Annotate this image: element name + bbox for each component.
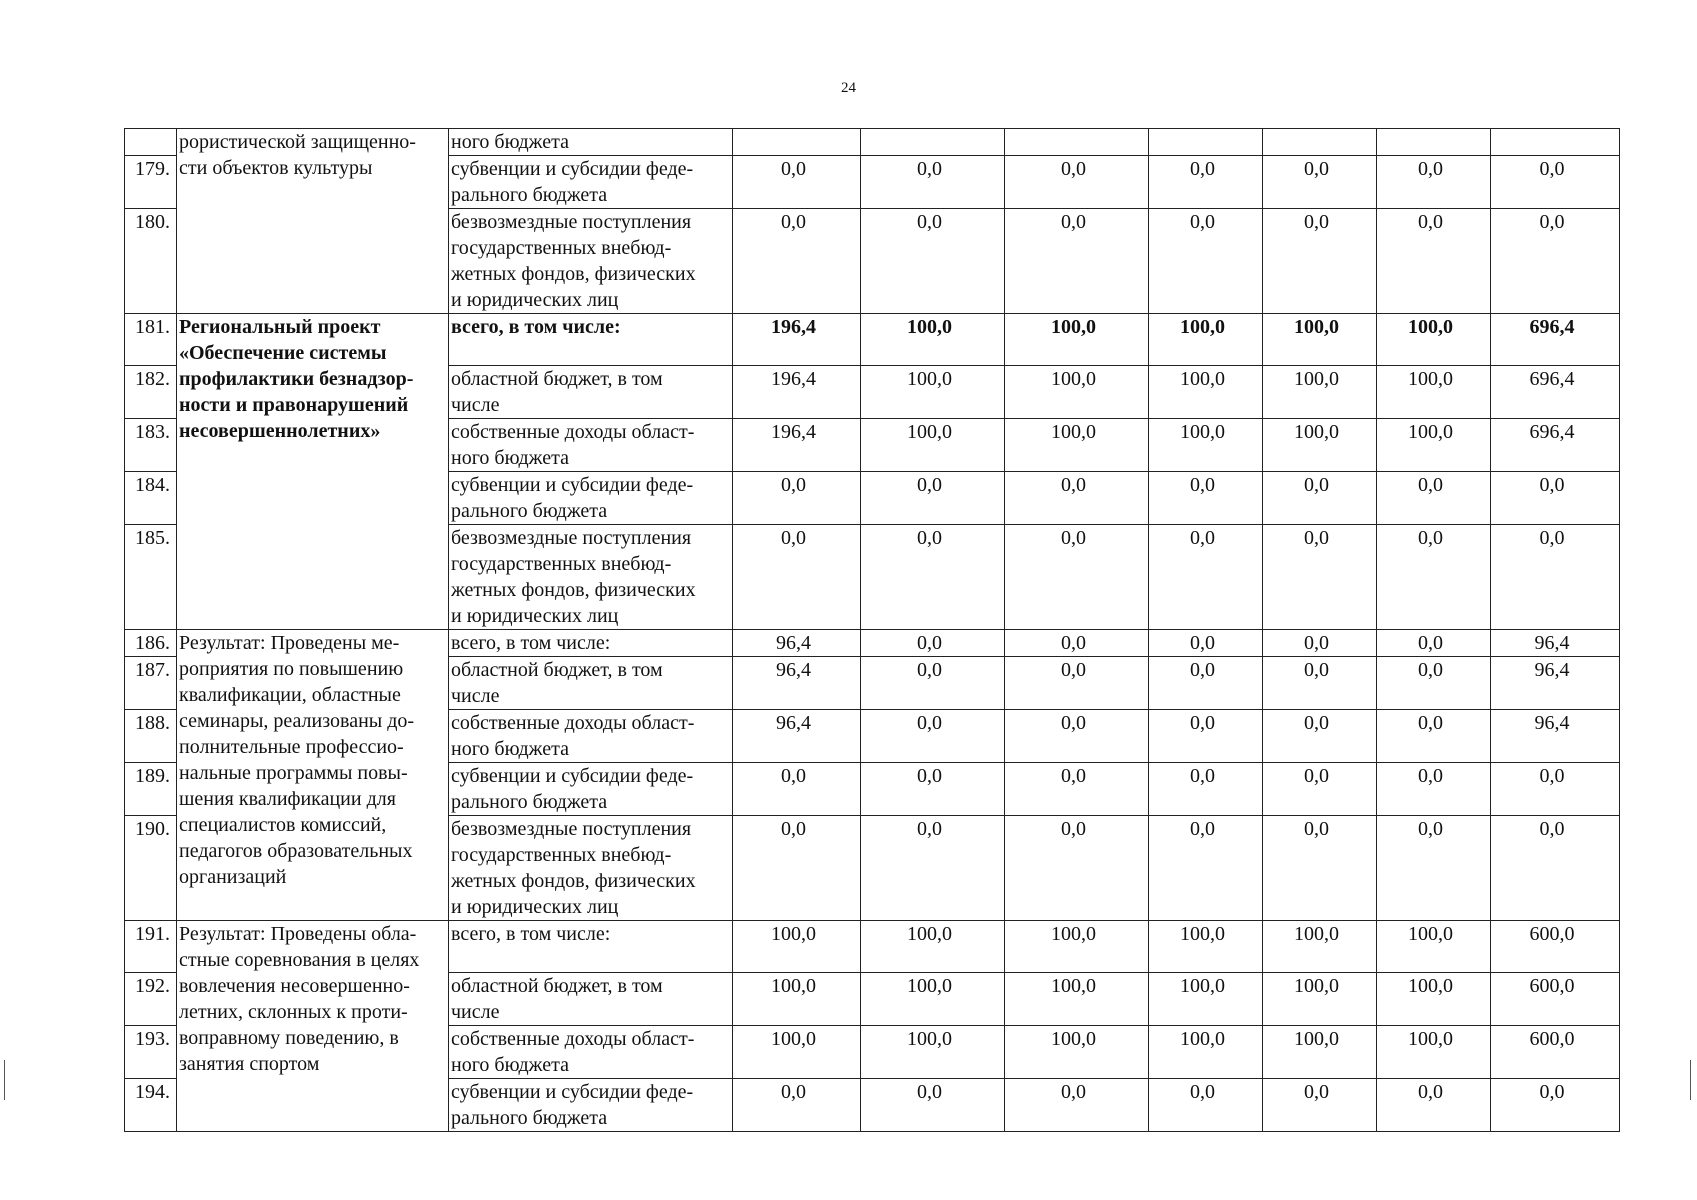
year-value: 100,0: [861, 921, 1005, 973]
year-value: 100,0: [1149, 1026, 1263, 1079]
total-value: 0,0: [1491, 472, 1620, 525]
year-value: 100,0: [1149, 921, 1263, 973]
year-value: 0,0: [1377, 472, 1491, 525]
description-line: профилактики безнадзор-: [179, 368, 414, 390]
year-value: 0,0: [1263, 1079, 1377, 1132]
year-value: [1263, 129, 1377, 156]
description-line: педагогов образовательных: [179, 840, 413, 862]
year-value: 0,0: [861, 657, 1005, 710]
year-value: 0,0: [861, 1079, 1005, 1132]
total-value: 96,4: [1491, 630, 1620, 657]
total-value: 0,0: [1491, 763, 1620, 816]
funding-source-line: числе: [451, 1001, 500, 1023]
year-value: 100,0: [1377, 1026, 1491, 1079]
description-line: специалистов комиссий,: [179, 814, 387, 836]
year-value: 100,0: [733, 973, 861, 1026]
year-value: 100,0: [1263, 921, 1377, 973]
year-value: 100,0: [1377, 314, 1491, 366]
year-value: 96,4: [733, 630, 861, 657]
row-number: 194.: [125, 1079, 177, 1132]
funding-source-line: государственных внебюд-: [451, 237, 672, 259]
year-value: 0,0: [1263, 763, 1377, 816]
funding-source-line: жетных фондов, физических: [451, 579, 696, 601]
scan-edge-mark: [1690, 1060, 1691, 1100]
year-value: 100,0: [861, 314, 1005, 366]
funding-source-line: собственные доходы област-: [451, 712, 695, 734]
total-value: 0,0: [1491, 816, 1620, 921]
funding-source-line: и юридических лиц: [451, 896, 619, 918]
year-value: 0,0: [1149, 763, 1263, 816]
funding-source-line: рального бюджета: [451, 500, 608, 522]
year-value: 100,0: [861, 973, 1005, 1026]
funding-source-line: областной бюджет, в том: [451, 659, 663, 681]
year-value: 0,0: [1377, 763, 1491, 816]
year-value: 100,0: [1377, 921, 1491, 973]
year-value: 0,0: [733, 816, 861, 921]
year-value: 0,0: [1149, 525, 1263, 630]
year-value: 100,0: [861, 366, 1005, 419]
year-value: 0,0: [1377, 630, 1491, 657]
funding-source-line: рального бюджета: [451, 791, 608, 813]
funding-source: [449, 973, 733, 1026]
funding-source: [449, 129, 733, 156]
total-value: 696,4: [1491, 314, 1620, 366]
funding-source: [449, 1079, 733, 1132]
year-value: 100,0: [1149, 419, 1263, 472]
year-value: 100,0: [1377, 419, 1491, 472]
year-value: 100,0: [1005, 366, 1149, 419]
year-value: 100,0: [1149, 973, 1263, 1026]
year-value: 100,0: [1149, 314, 1263, 366]
funding-source-line: всего, в том числе:: [451, 632, 611, 654]
year-value: 0,0: [861, 710, 1005, 763]
row-number: 181.: [125, 314, 177, 366]
description-line: Результат: Проведены ме-: [179, 632, 400, 654]
year-value: 0,0: [1377, 1079, 1491, 1132]
year-value: 0,0: [1263, 472, 1377, 525]
year-value: [861, 129, 1005, 156]
year-value: 0,0: [1005, 657, 1149, 710]
funding-source-line: государственных внебюд-: [451, 553, 672, 575]
year-value: 0,0: [1149, 657, 1263, 710]
year-value: [1005, 129, 1149, 156]
year-value: 0,0: [861, 472, 1005, 525]
funding-source-line: ного бюджета: [451, 131, 569, 153]
description-line: занятия спортом: [179, 1053, 320, 1075]
year-value: 0,0: [1377, 816, 1491, 921]
funding-source-line: собственные доходы област-: [451, 1028, 695, 1050]
year-value: 0,0: [733, 1079, 861, 1132]
year-value: 0,0: [1263, 209, 1377, 314]
description-line: стные соревнования в целях: [179, 949, 420, 971]
year-value: 0,0: [1005, 710, 1149, 763]
description-line: Результат: Проведены обла-: [179, 923, 417, 945]
funding-source-line: жетных фондов, физических: [451, 870, 696, 892]
total-value: 96,4: [1491, 710, 1620, 763]
year-value: 0,0: [1005, 156, 1149, 209]
year-value: 0,0: [1377, 710, 1491, 763]
funding-source-line: субвенции и субсидии феде-: [451, 1081, 694, 1103]
year-value: 0,0: [1377, 525, 1491, 630]
funding-source-line: государственных внебюд-: [451, 844, 672, 866]
description-line: несовершеннолетних»: [179, 420, 381, 442]
activity-description: [177, 921, 449, 1132]
total-value: 696,4: [1491, 419, 1620, 472]
total-value: 696,4: [1491, 366, 1620, 419]
total-value: 0,0: [1491, 209, 1620, 314]
description-line: вовлечения несовершенно-: [179, 975, 410, 997]
year-value: 100,0: [1263, 973, 1377, 1026]
year-value: 0,0: [733, 525, 861, 630]
funding-source-line: ного бюджета: [451, 447, 569, 469]
row-number: 184.: [125, 472, 177, 525]
year-value: 100,0: [1377, 366, 1491, 419]
year-value: 0,0: [1149, 156, 1263, 209]
funding-source: [449, 525, 733, 630]
description-line: летних, склонных к проти-: [179, 1001, 408, 1023]
funding-source-line: жетных фондов, физических: [451, 263, 696, 285]
year-value: 0,0: [861, 816, 1005, 921]
funding-source: [449, 472, 733, 525]
funding-source-line: числе: [451, 394, 500, 416]
year-value: 0,0: [861, 763, 1005, 816]
funding-source: [449, 710, 733, 763]
funding-source: [449, 314, 733, 366]
year-value: [1149, 129, 1263, 156]
funding-source-line: субвенции и субсидии феде-: [451, 158, 694, 180]
year-value: 0,0: [1149, 472, 1263, 525]
funding-source-line: всего, в том числе:: [451, 923, 611, 945]
funding-source: [449, 630, 733, 657]
row-number: 182.: [125, 366, 177, 419]
year-value: 100,0: [861, 419, 1005, 472]
funding-source-line: и юридических лиц: [451, 289, 619, 311]
activity-description: [177, 630, 449, 921]
funding-source: [449, 816, 733, 921]
year-value: 0,0: [1005, 525, 1149, 630]
funding-source-line: областной бюджет, в том: [451, 368, 663, 390]
funding-source-line: безвозмездные поступления: [451, 527, 692, 549]
year-value: 100,0: [1005, 314, 1149, 366]
year-value: 100,0: [1263, 366, 1377, 419]
table-row: [125, 921, 1620, 973]
year-value: 100,0: [1263, 314, 1377, 366]
funding-source: [449, 1026, 733, 1079]
year-value: 0,0: [1005, 209, 1149, 314]
funding-source: [449, 763, 733, 816]
total-value: 0,0: [1491, 1079, 1620, 1132]
description-line: нальные программы повы-: [179, 762, 408, 784]
description-line: воправному поведению, в: [179, 1027, 399, 1049]
total-value: 600,0: [1491, 973, 1620, 1026]
year-value: 0,0: [733, 472, 861, 525]
year-value: 100,0: [1005, 973, 1149, 1026]
funding-source-line: субвенции и субсидии феде-: [451, 765, 694, 787]
funding-source: [449, 366, 733, 419]
description-line: сти объектов культуры: [179, 157, 373, 179]
funding-source: [449, 921, 733, 973]
funding-source-line: безвозмездные поступления: [451, 211, 692, 233]
total-value: 600,0: [1491, 1026, 1620, 1079]
budget-table: [124, 128, 1620, 1132]
year-value: 0,0: [861, 630, 1005, 657]
row-number: 190.: [125, 816, 177, 921]
year-value: 0,0: [1005, 1079, 1149, 1132]
year-value: 0,0: [733, 209, 861, 314]
row-number: 189.: [125, 763, 177, 816]
funding-source: [449, 657, 733, 710]
row-number: 185.: [125, 525, 177, 630]
funding-source-line: субвенции и субсидии феде-: [451, 474, 694, 496]
year-value: 0,0: [1377, 209, 1491, 314]
description-line: роприятия по повышению: [179, 658, 404, 680]
year-value: 0,0: [1005, 816, 1149, 921]
year-value: 0,0: [1377, 156, 1491, 209]
activity-description: [177, 129, 449, 314]
year-value: 0,0: [1263, 630, 1377, 657]
year-value: 100,0: [1005, 419, 1149, 472]
year-value: [1377, 129, 1491, 156]
row-number: 193.: [125, 1026, 177, 1079]
year-value: 0,0: [1149, 209, 1263, 314]
row-number: 191.: [125, 921, 177, 973]
year-value: 0,0: [861, 525, 1005, 630]
year-value: 0,0: [1263, 657, 1377, 710]
funding-source-line: собственные доходы област-: [451, 421, 695, 443]
funding-source: [449, 156, 733, 209]
total-value: [1491, 129, 1620, 156]
row-number: 180.: [125, 209, 177, 314]
total-value: 0,0: [1491, 156, 1620, 209]
year-value: 0,0: [1005, 763, 1149, 816]
year-value: [733, 129, 861, 156]
year-value: 100,0: [1263, 1026, 1377, 1079]
year-value: 100,0: [1377, 973, 1491, 1026]
year-value: 0,0: [1263, 525, 1377, 630]
table-row: [125, 129, 1620, 156]
year-value: 0,0: [861, 156, 1005, 209]
year-value: 100,0: [733, 921, 861, 973]
funding-source-line: рального бюджета: [451, 184, 608, 206]
funding-source: [449, 209, 733, 314]
year-value: 0,0: [1005, 630, 1149, 657]
row-number: 186.: [125, 630, 177, 657]
funding-source-line: и юридических лиц: [451, 605, 619, 627]
row-number: 192.: [125, 973, 177, 1026]
year-value: 0,0: [1377, 657, 1491, 710]
funding-source-line: ного бюджета: [451, 1054, 569, 1076]
year-value: 0,0: [1005, 472, 1149, 525]
table-row: [125, 630, 1620, 657]
total-value: 96,4: [1491, 657, 1620, 710]
year-value: 196,4: [733, 314, 861, 366]
funding-source: [449, 419, 733, 472]
year-value: 0,0: [733, 156, 861, 209]
description-line: семинары, реализованы до-: [179, 710, 415, 732]
row-number: 179.: [125, 156, 177, 209]
row-number: 183.: [125, 419, 177, 472]
row-number: [125, 129, 177, 156]
description-line: «Обеспечение системы: [179, 342, 387, 364]
year-value: 96,4: [733, 657, 861, 710]
description-line: ности и правонарушений: [179, 394, 409, 416]
scan-edge-mark: [4, 1060, 5, 1100]
year-value: 0,0: [1149, 1079, 1263, 1132]
description-line: шения квалификации для: [179, 788, 396, 810]
page-number: 24: [841, 80, 856, 96]
year-value: 196,4: [733, 366, 861, 419]
total-value: 600,0: [1491, 921, 1620, 973]
description-line: рористической защищенно-: [179, 131, 416, 153]
year-value: 100,0: [1149, 366, 1263, 419]
funding-source-line: всего, в том числе:: [451, 316, 621, 338]
row-number: 188.: [125, 710, 177, 763]
year-value: 0,0: [1149, 630, 1263, 657]
year-value: 0,0: [1263, 156, 1377, 209]
year-value: 0,0: [1149, 816, 1263, 921]
activity-description: [177, 314, 449, 630]
year-value: 0,0: [1149, 710, 1263, 763]
description-line: Региональный проект: [179, 316, 381, 338]
total-value: 0,0: [1491, 525, 1620, 630]
description-line: квалификации, областные: [179, 684, 401, 706]
year-value: 100,0: [1005, 921, 1149, 973]
year-value: 0,0: [861, 209, 1005, 314]
year-value: 100,0: [861, 1026, 1005, 1079]
year-value: 96,4: [733, 710, 861, 763]
funding-source-line: областной бюджет, в том: [451, 975, 663, 997]
funding-source-line: рального бюджета: [451, 1107, 608, 1129]
description-line: полнительные профессио-: [179, 736, 404, 758]
funding-source-line: безвозмездные поступления: [451, 818, 692, 840]
year-value: 0,0: [733, 763, 861, 816]
description-line: организаций: [179, 866, 287, 888]
row-number: 187.: [125, 657, 177, 710]
year-value: 0,0: [1263, 710, 1377, 763]
table-row: [125, 314, 1620, 366]
funding-source-line: ного бюджета: [451, 738, 569, 760]
year-value: 196,4: [733, 419, 861, 472]
year-value: 0,0: [1263, 816, 1377, 921]
year-value: 100,0: [1005, 1026, 1149, 1079]
year-value: 100,0: [733, 1026, 861, 1079]
funding-source-line: числе: [451, 685, 500, 707]
year-value: 100,0: [1263, 419, 1377, 472]
